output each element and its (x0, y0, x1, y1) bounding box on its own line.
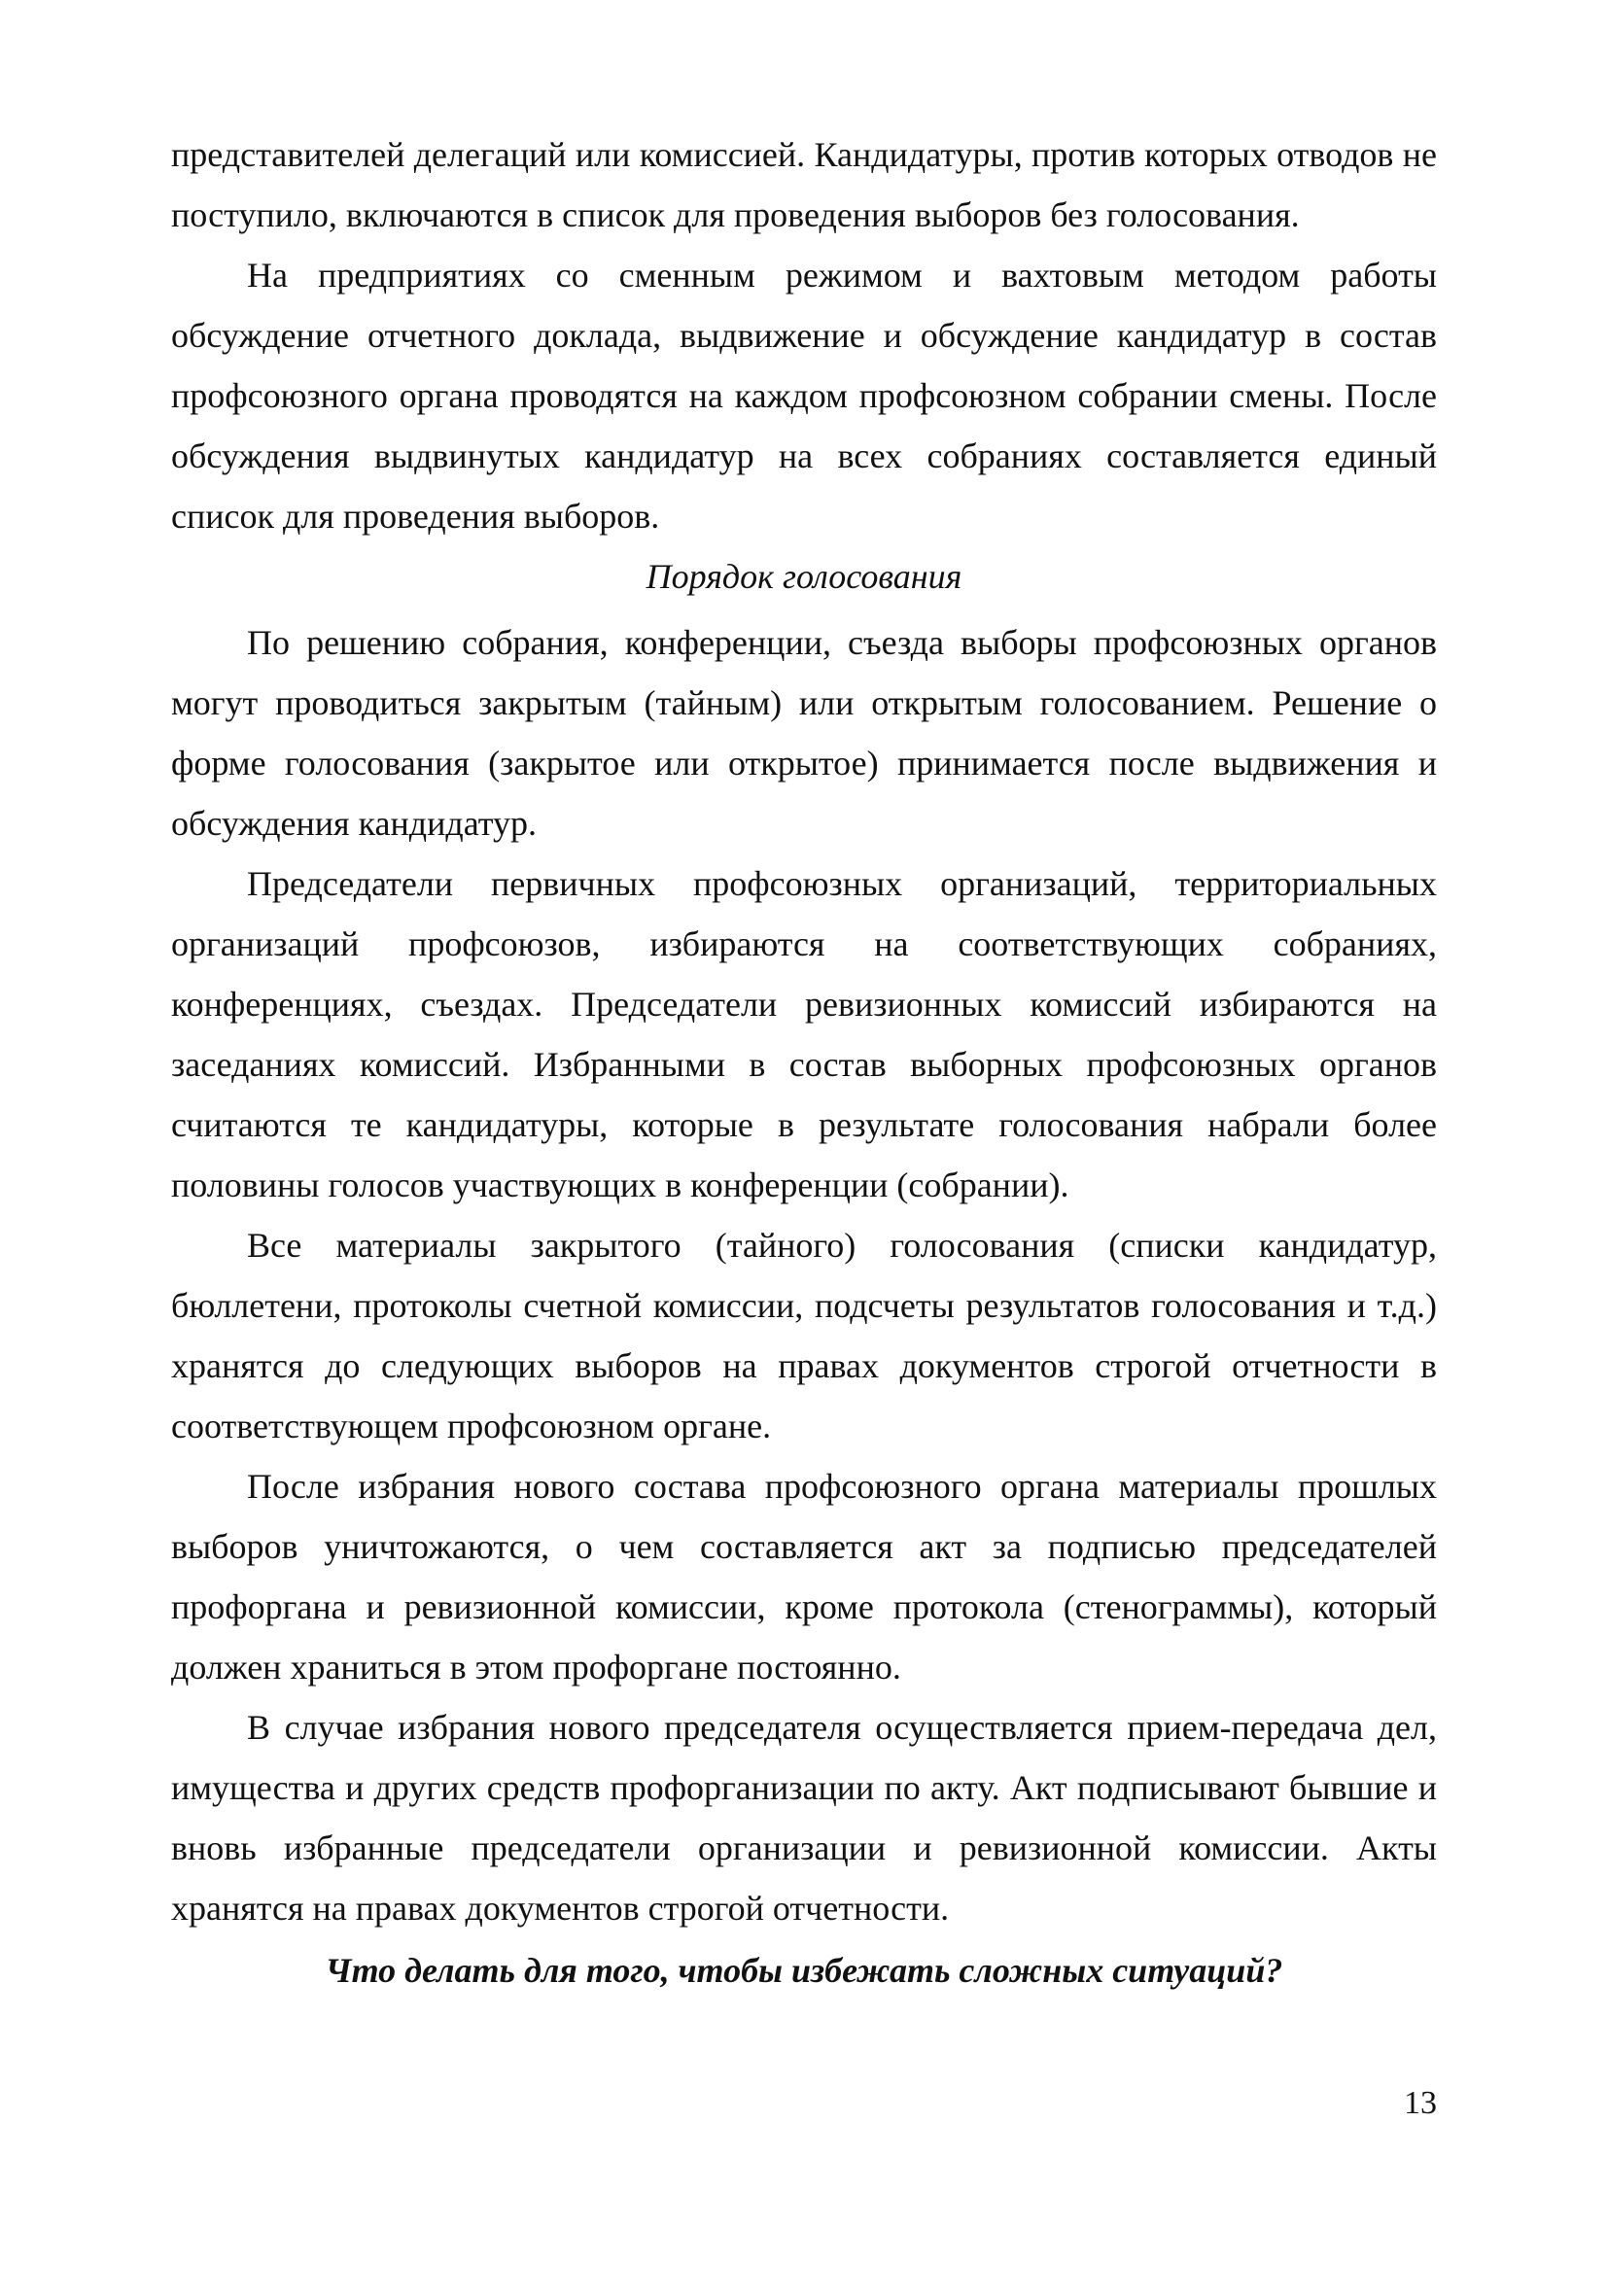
page-number: 13 (1404, 2085, 1437, 2121)
paragraph-shift-work: На предприятиях со сменным режимом и вахтовым методом работы обсуждение отчетного доклада, выдвижение и обсуждение кандидатур в состав профсоюзного органа проводятся на каждом профсоюзном собрании смены. После обсуждения выдвинутых кандидатур на всех собраниях составляется единый список для проведения выборов. (171, 256, 1437, 536)
paragraph-handover: В случае избрания нового председателя осуществляется прием-передача дел, имущества и других средств профорганизации по акту. Акт подписывают бывшие и вновь избранные председатели организации и ревизионной комиссии. Акты хранятся на правах документов строгой отчетности. (171, 1708, 1437, 1928)
paragraph-voting-materials: Все материалы закрытого (тайного) голосования (списки кандидатур, бюллетени, протоколы счетной комиссии, подсчеты результатов голосования и т.д.) хранятся до следующих выборов на правах документов строгой отчетности в соответствующем профсоюзном органе. (171, 1226, 1437, 1445)
paragraph-continuation: представителей делегаций или комиссией. Кандидатуры, против которых отводов не поступило, включаются в список для проведения выборов без голосования. (171, 135, 1437, 234)
paragraph-materials-destruction: После избрания нового состава профсоюзного органа материалы прошлых выборов уничтожаются, о чем составляется акт за подписью председателей профоргана и ревизионной комиссии, кроме протокола (стенограммы), который должен храниться в этом профоргане постоянно. (171, 1467, 1437, 1687)
paragraph-voting-decision: По решению собрания, конференции, съезда выборы профсоюзных органов могут проводиться закрытым (тайным) или открытым голосованием. Решение о форме голосования (закрытое или открытое) принимается после выдвижения и обсуждения кандидатур. (171, 623, 1437, 843)
section-heading-avoid-difficult-situations: Что делать для того, чтобы избежать сложных ситуаций? (325, 1951, 1283, 1990)
section-heading-voting-procedure: Порядок голосования (646, 557, 962, 596)
paragraph-chairmen-election: Председатели первичных профсоюзных организаций, территориальных организаций профсоюзов, избираются на соответствующих собраниях, конференциях, съездах. Председатели ревизионных комиссий избираются на заседаниях комиссий. Избранными в состав выборных профсоюзных органов считаются те кандидатуры, которые в результате голосования набрали более половины голосов участвующих в конференции (собрании). (171, 864, 1437, 1204)
